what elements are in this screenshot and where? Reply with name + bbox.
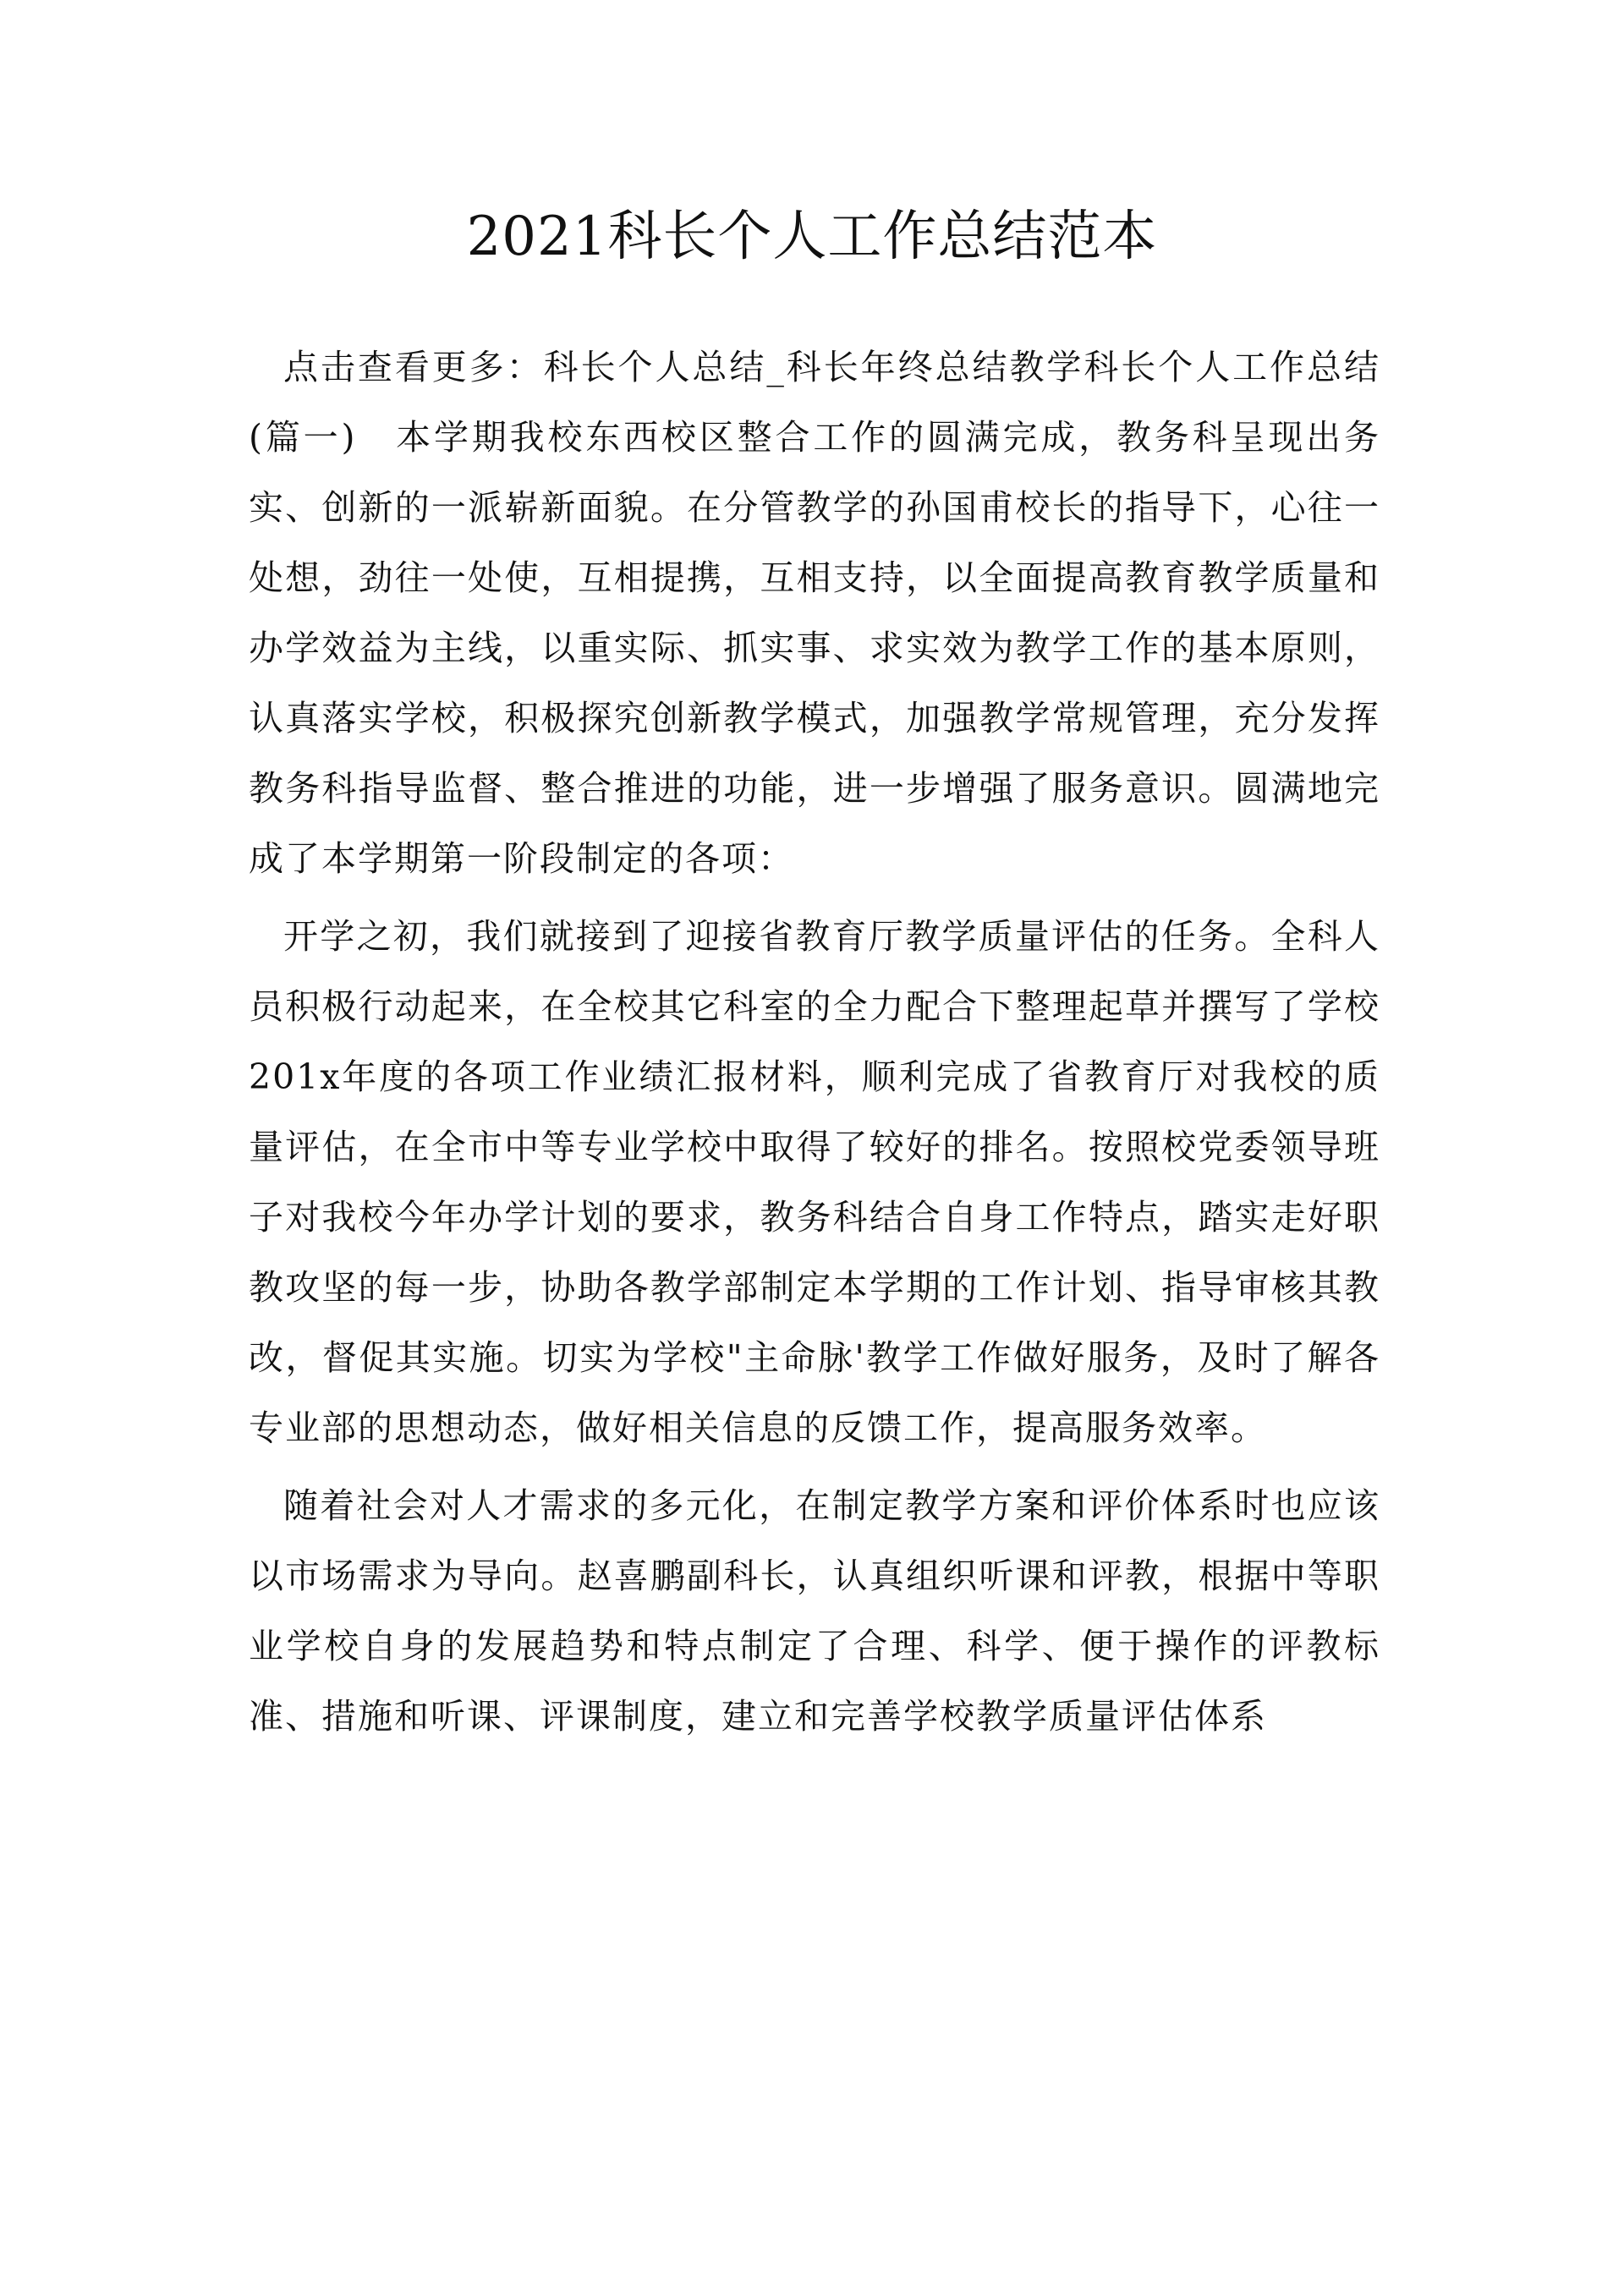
document-title: 2021科长个人工作总结范本 (466, 206, 1158, 268)
document-body (249, 332, 1380, 1759)
paragraph-intro: 点击查看更多：科长个人总结_科长年终总结教学科长个人工作总结(篇一) 本学期我校东西校区整合工作的圆满完成，教务科呈现出务实、创新的一派崭新面貌。在分管教学的孙国甫校长的指导下，心往一处想，劲往一处使，互相提携，互相支持，以全面提高教育教学质量和办学效益为主线，以重实际、抓实事、求实效为教学工作的基本原则，认真落实学校，积极探究创新教学模式，加强教学常规管理，充分发挥教务科指导监督、整合推进的功能，进一步增强了服务意识。圆满地完成了本学期第一阶段制定的各项： (249, 347, 1380, 879)
paragraph-market-demand: 随着社会对人才需求的多元化，在制定教学方案和评价体系时也应该以市场需求为导向。赵喜鹏副科长，认真组织听课和评教，根据中等职业学校自身的发展趋势和特点制定了合理、科学、便于操作的评教标准、措施和听课、评课制度，建立和完善学校教学质量评估体系 (249, 1485, 1380, 1737)
paragraph-semester-start: 开学之初，我们就接到了迎接省教育厅教学质量评估的任务。全科人员积极行动起来，在全校其它科室的全力配合下整理起草并撰写了学校201x年度的各项工作业绩汇报材料，顺利完成了省教育厅对我校的质量评估，在全市中等专业学校中取得了较好的排名。按照校党委领导班子对我校今年办学计划的要求，教务科结合自身工作特点，踏实走好职教攻坚的每一步，协助各教学部制定本学期的工作计划、指导审核其教改，督促其实施。切实为学校"主命脉'教学工作做好服务，及时了解各专业部的思想动态，做好相关信息的反馈工作，提高服务效率。 (249, 916, 1380, 1448)
